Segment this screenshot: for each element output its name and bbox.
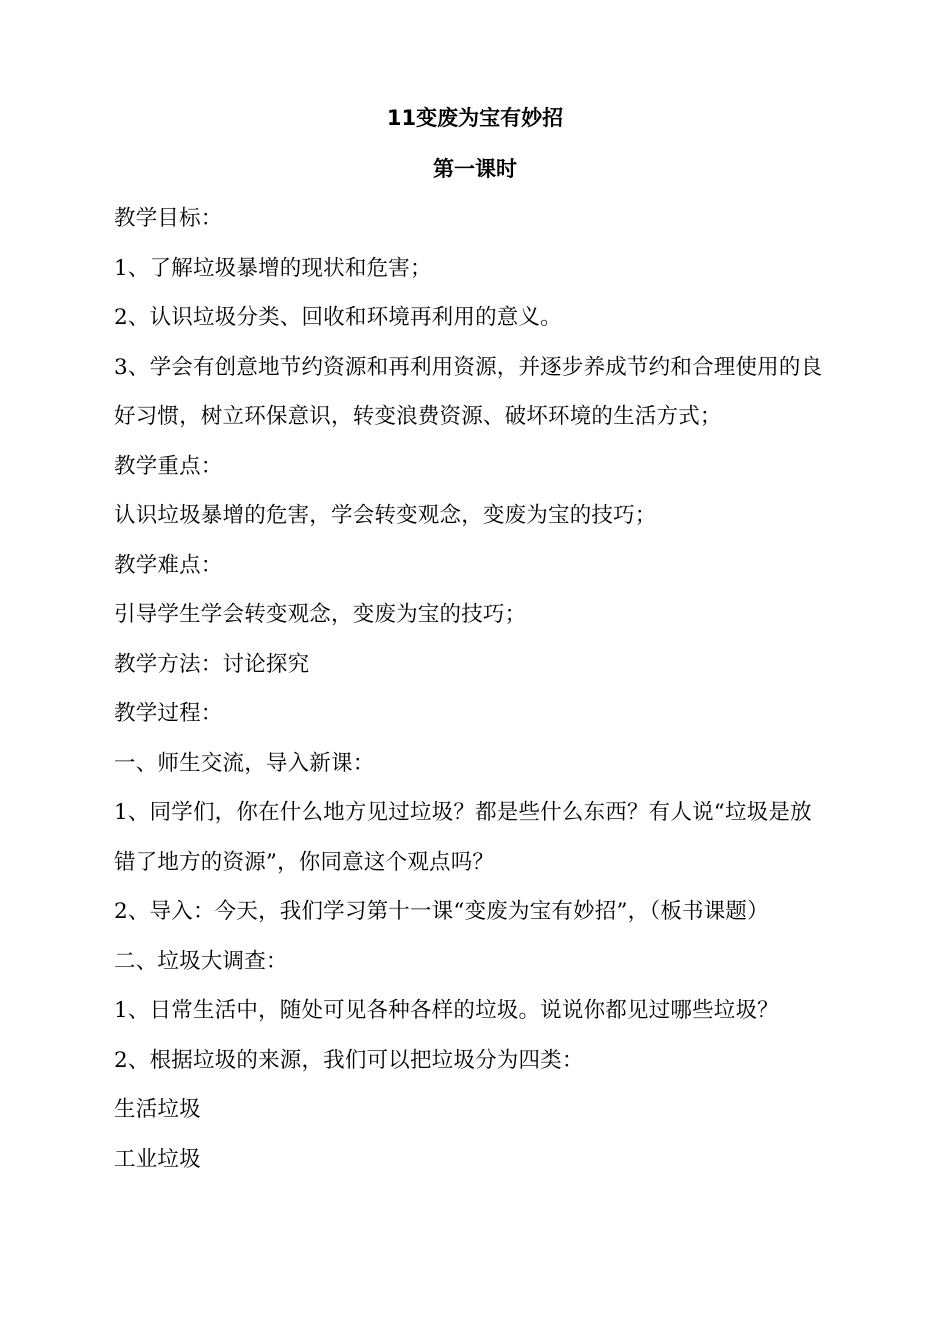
text-line: 教学难点： xyxy=(114,552,223,578)
text-line: 错了地方的资源”，你同意这个观点吗？ xyxy=(114,849,495,875)
text-line: 生活垃圾 xyxy=(114,1097,201,1122)
text-line: 引导学生学会转变观念，变废为宝的技巧； xyxy=(114,602,527,627)
text-line: 工业垃圾 xyxy=(114,1146,201,1172)
text-line: 1、了解垃圾暴增的现状和危害； xyxy=(114,255,432,281)
text-line: 2、认识垃圾分类、回收和环境再利用的意义。 xyxy=(114,305,562,330)
text-line: 认识垃圾暴增的危害，学会转变观念，变废为宝的技巧； xyxy=(114,503,657,528)
text-line: 3、学会有创意地节约资源和再利用资源，并逐步养成节约和合理使用的良 xyxy=(114,354,823,380)
text-line: 好习惯，树立环保意识，转变浪费资源、破坏环境的生活方式； xyxy=(114,404,722,429)
document-body xyxy=(114,201,844,1191)
text-line: 1、日常生活中，随处可见各种各样的垃圾。说说你都见过哪些垃圾？ xyxy=(114,998,779,1023)
text-line: 2、导入：今天，我们学习第十一课“变废为宝有妙招”，（板书课题） xyxy=(114,899,769,924)
text-line: 教学目标： xyxy=(114,206,223,231)
document-title: 11变废为宝有妙招 xyxy=(386,106,564,130)
text-line: 1、同学们，你在什么地方见过垃圾？都是些什么东西？有人说“垃圾是放 xyxy=(114,800,812,825)
text-line: 教学重点： xyxy=(114,453,223,479)
text-line: 2、根据垃圾的来源，我们可以把垃圾分为四类： xyxy=(114,1047,584,1073)
text-line: 二、垃圾大调查： xyxy=(114,948,288,974)
document-subtitle: 第一课时 xyxy=(433,157,517,181)
text-line: 教学过程： xyxy=(114,701,223,726)
text-line: 一、师生交流，导入新课： xyxy=(114,750,375,776)
text-line: 教学方法：讨论探究 xyxy=(114,651,310,677)
